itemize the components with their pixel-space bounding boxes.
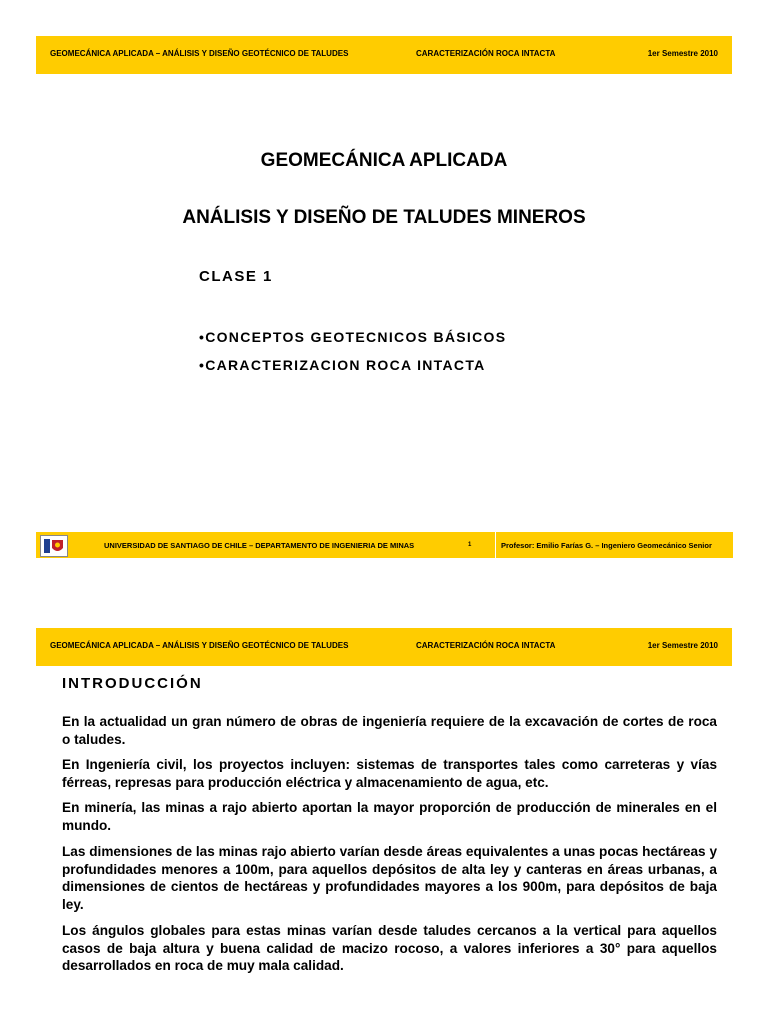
- paragraph-2: En Ingeniería civil, los proyectos incluyen: sistemas de transportes tales como carreteras y vías férreas, represas para producción eléctrica y almacenamiento de agua, etc.: [62, 757, 717, 790]
- header-course-title: GEOMECÁNICA APLICADA – ANÁLISIS Y DISEÑO GEOTÉCNICO DE TALUDES: [50, 641, 349, 650]
- slide1-title: GEOMECÁNICA APLICADA: [260, 150, 508, 171]
- footer-university-bar: [36, 532, 495, 558]
- slide1-class-label: CLASE 1: [199, 268, 273, 285]
- paragraph-5: Los ángulos globales para estas minas varían desde taludes cercanos a la vertical para aquellos casos de baja altura y buena calidad de macizo rocoso, a valores inferiores a 30° para aquellos desarrollados en roca de muy mala calidad.: [62, 923, 717, 973]
- paragraph-4: Las dimensiones de las minas rajo abierto varían desde áreas equivalentes a unas pocas hectáreas y profundidades menores a 100m, para aquellos depósitos de alta ley y canteras en áreas urbanas, a dimensiones de cientos de hectáreas y profundidades mayores a los 900m, para depósitos de baja ley.: [62, 844, 717, 912]
- slide1-bullet-2: •CARACTERIZACION ROCA INTACTA: [199, 357, 486, 373]
- header-semester: 1er Semestre 2010: [647, 641, 718, 650]
- footer-professor-bar: [495, 532, 733, 558]
- header-topic: CARACTERIZACIÓN ROCA INTACTA: [416, 641, 556, 650]
- paragraph-1: En la actualidad un gran número de obras de ingeniería requiere de la excavación de cortes de roca o taludes.: [62, 714, 717, 747]
- slide1-header-bar: [36, 36, 732, 74]
- footer-page-number: 1: [468, 542, 472, 548]
- slide1-bullet-1: •CONCEPTOS GEOTECNICOS BÁSICOS: [199, 329, 507, 345]
- header-course-title: GEOMECÁNICA APLICADA – ANÁLISIS Y DISEÑO GEOTÉCNICO DE TALUDES: [50, 49, 349, 58]
- university-logo-icon: [40, 535, 68, 557]
- paragraph-3: En minería, las minas a rajo abierto aportan la mayor proporción de producción de minerales en el mundo.: [62, 800, 717, 833]
- footer-professor: Profesor: Emilio Farías G. – Ingeniero Geomecánico Senior: [501, 541, 712, 550]
- slide1-footer: [36, 532, 732, 558]
- slide1-subtitle: ANÁLISIS Y DISEÑO DE TALUDES MINEROS: [182, 207, 586, 228]
- slide2-header-bar: [36, 628, 732, 666]
- header-topic: CARACTERIZACIÓN ROCA INTACTA: [416, 49, 556, 58]
- footer-university: UNIVERSIDAD DE SANTIAGO DE CHILE – DEPARTAMENTO DE INGENIERIA DE MINAS: [104, 541, 415, 550]
- header-semester: 1er Semestre 2010: [647, 49, 718, 58]
- slide2-section-title: INTRODUCCIÓN: [62, 675, 203, 692]
